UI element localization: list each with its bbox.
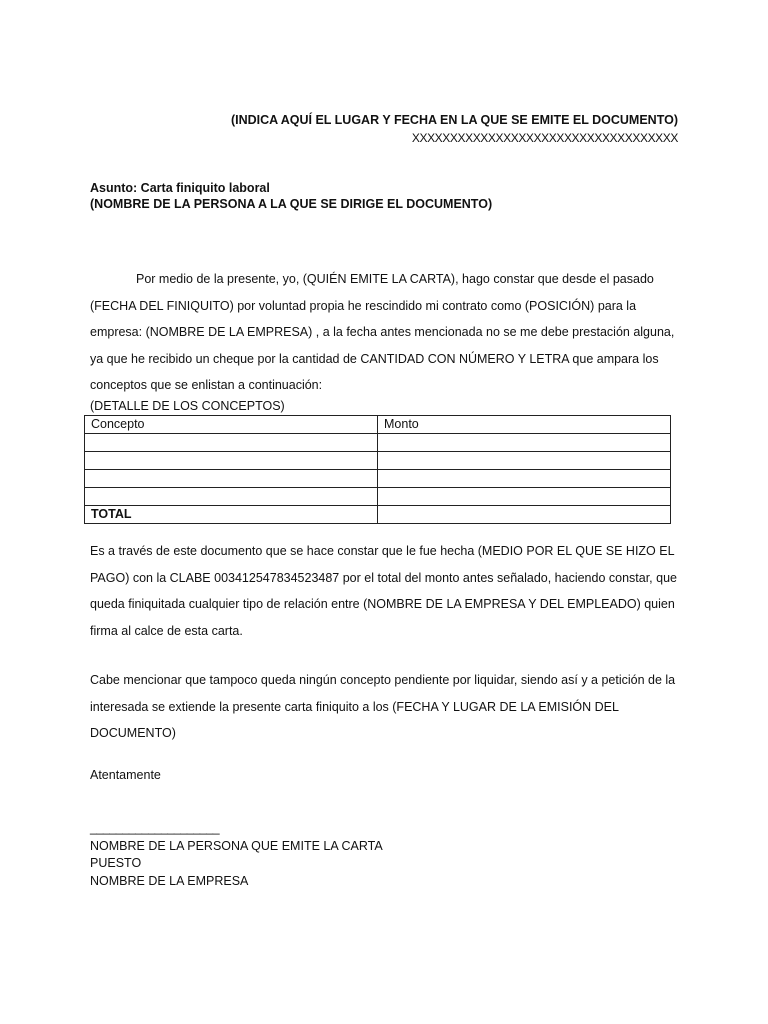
signer-name: NOMBRE DE LA PERSONA QUE EMITE LA CARTA — [90, 838, 383, 853]
table-cell — [85, 434, 378, 452]
paragraph-closing-statement: Cabe mencionar que tampoco queda ningún concepto pendiente por liquidar, siendo así y a petición de la interesada se extiende la presente carta finiquito a los (FECHA Y LUGAR DE LA EMISIÓN DEL DOCUMENTO) — [90, 673, 676, 740]
header-concepto: Concepto — [85, 416, 378, 434]
table-cell — [378, 452, 671, 470]
signature-line: ____________________ — [90, 821, 220, 835]
table-cell — [85, 470, 378, 488]
total-value — [378, 506, 671, 524]
placeholder-xs: XXXXXXXXXXXXXXXXXXXXXXXXXXXXXXXXXXX — [411, 131, 678, 145]
place-date-placeholder: (INDICA AQUÍ EL LUGAR Y FECHA EN LA QUE SE EMITE EL DOCUMENTO) — [230, 113, 678, 127]
table-cell — [378, 434, 671, 452]
details-label: (DETALLE DE LOS CONCEPTOS) — [90, 399, 285, 413]
table-total-row — [85, 506, 671, 524]
table-cell — [85, 452, 378, 470]
subject-line: Asunto: Carta finiquito laboral — [90, 181, 270, 195]
document-header — [231, 112, 678, 146]
total-label: TOTAL — [85, 506, 378, 524]
signer-company: NOMBRE DE LA EMPRESA — [90, 873, 249, 888]
table-row — [85, 434, 671, 452]
table-row — [85, 488, 671, 506]
signer-position: PUESTO — [90, 856, 142, 870]
table-cell — [378, 470, 671, 488]
table-header-row — [85, 416, 671, 434]
table-cell — [85, 488, 378, 506]
table-row — [85, 452, 671, 470]
table-cell — [378, 488, 671, 506]
concepts-table — [84, 415, 671, 524]
paragraph-intro: Por medio de la presente, yo, (QUIÉN EMITE LA CARTA), hago constar que desde el pasado (FECHA DEL FINIQUITO) por voluntad propia he rescindido mi contrato como (POSICIÓN) para la empresa: (NOMBRE DE LA EMPRESA) , a la fecha antes mencionada no se me debe prestación alguna, ya que he recibido un cheque por la cantidad de CANTIDAD CON NÚMERO Y LETRA que ampara los conceptos que se enlistan a continuación: — [90, 272, 675, 392]
table-row — [85, 470, 671, 488]
recipient-placeholder: (NOMBRE DE LA PERSONA A LA QUE SE DIRIGE EL DOCUMENTO) — [90, 197, 493, 211]
closing-salutation: Atentamente — [90, 768, 161, 782]
header-monto: Monto — [378, 416, 671, 434]
signature-block — [90, 820, 383, 890]
subject-block — [90, 180, 492, 212]
paragraph-payment: Es a través de este documento que se hace constar que le fue hecha (MEDIO POR EL QUE SE HIZO EL PAGO) con la CLABE 003412547834523487 por el total del monto antes señalado, haciendo constar, que queda finiquitada cualquier tipo de relación entre (NOMBRE DE LA EMPRESA Y DEL EMPLEADO) quien firma al calce de esta carta. — [90, 544, 677, 638]
